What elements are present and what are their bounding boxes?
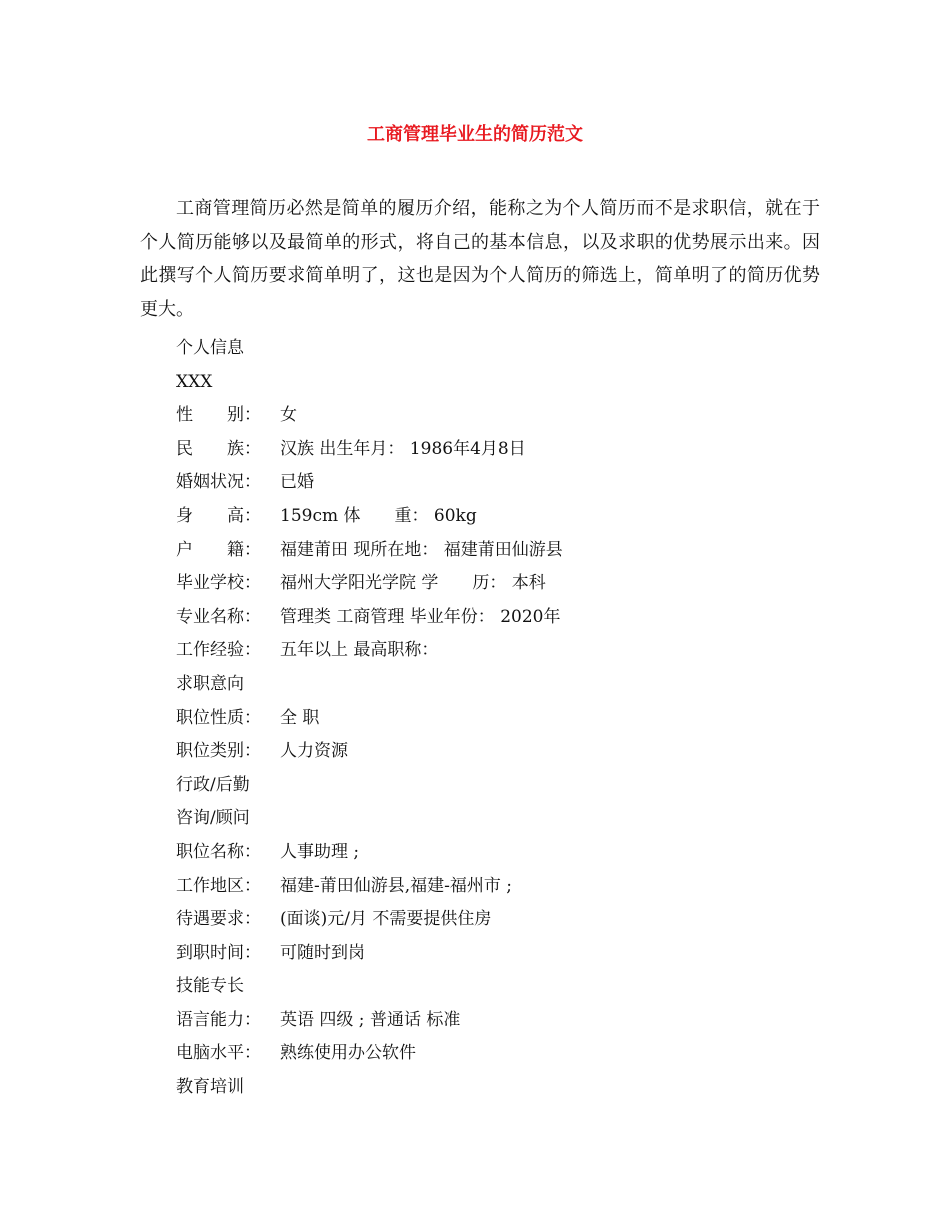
- job-category-admin: 行政/后勤: [176, 774, 250, 795]
- intro-paragraph: 工商管理简历必然是简单的履历介绍，能称之为个人简历而不是求职信，就在于个人简历能够以及最简单的形式，将自己的基本信息，以及求职的优势展示出来。因此撰写个人简历要求简单明了，这也是因为个人简历的筛选上，简单明了的简历优势更大。: [140, 198, 820, 320]
- work-experience-field: 工作经验： 五年以上 最高职称：: [176, 640, 439, 661]
- gender-field: 性 别： 女: [176, 405, 297, 426]
- ethnicity-birthdate-field: 民 族： 汉族 出生年月： 1986年4月8日: [176, 438, 526, 459]
- section-heading-job-intention: 求职意向: [176, 673, 244, 694]
- section-heading-personal-info: 个人信息: [176, 338, 244, 358]
- school-degree-field: 毕业学校： 福州大学阳光学院 学 历： 本科: [176, 573, 546, 594]
- name-field: XXX: [176, 371, 213, 392]
- marital-status-field: 婚姻状况： 已婚: [176, 472, 314, 493]
- language-skill-field: 语言能力： 英语 四级 ; 普通话 标准: [176, 1009, 461, 1030]
- job-category-consulting: 咨询/顾问: [176, 808, 250, 829]
- document-title: 工商管理毕业生的简历范文: [367, 124, 583, 145]
- job-title-field: 职位名称： 人事助理 ;: [176, 841, 360, 862]
- salary-requirement-field: 待遇要求： (面谈)元/月 不需要提供住房: [176, 909, 492, 930]
- major-graduation-field: 专业名称： 管理类 工商管理 毕业年份： 2020年: [176, 606, 561, 627]
- resume-fields: [176, 332, 876, 1105]
- job-category-field: 职位类别： 人力资源: [176, 741, 348, 762]
- section-heading-skills: 技能专长: [176, 976, 244, 997]
- work-region-field: 工作地区： 福建-莆田仙游县,福建-福州市 ;: [176, 875, 513, 896]
- computer-skill-field: 电脑水平： 熟练使用办公软件: [176, 1043, 416, 1064]
- job-nature-field: 职位性质： 全 职: [176, 707, 320, 728]
- start-date-field: 到职时间： 可随时到岗: [176, 942, 365, 963]
- hukou-location-field: 户 籍： 福建莆田 现所在地： 福建莆田仙游县: [176, 539, 563, 560]
- height-weight-field: 身 高： 159cm 体 重： 60kg: [176, 505, 477, 526]
- section-heading-education: 教育培训: [176, 1077, 244, 1098]
